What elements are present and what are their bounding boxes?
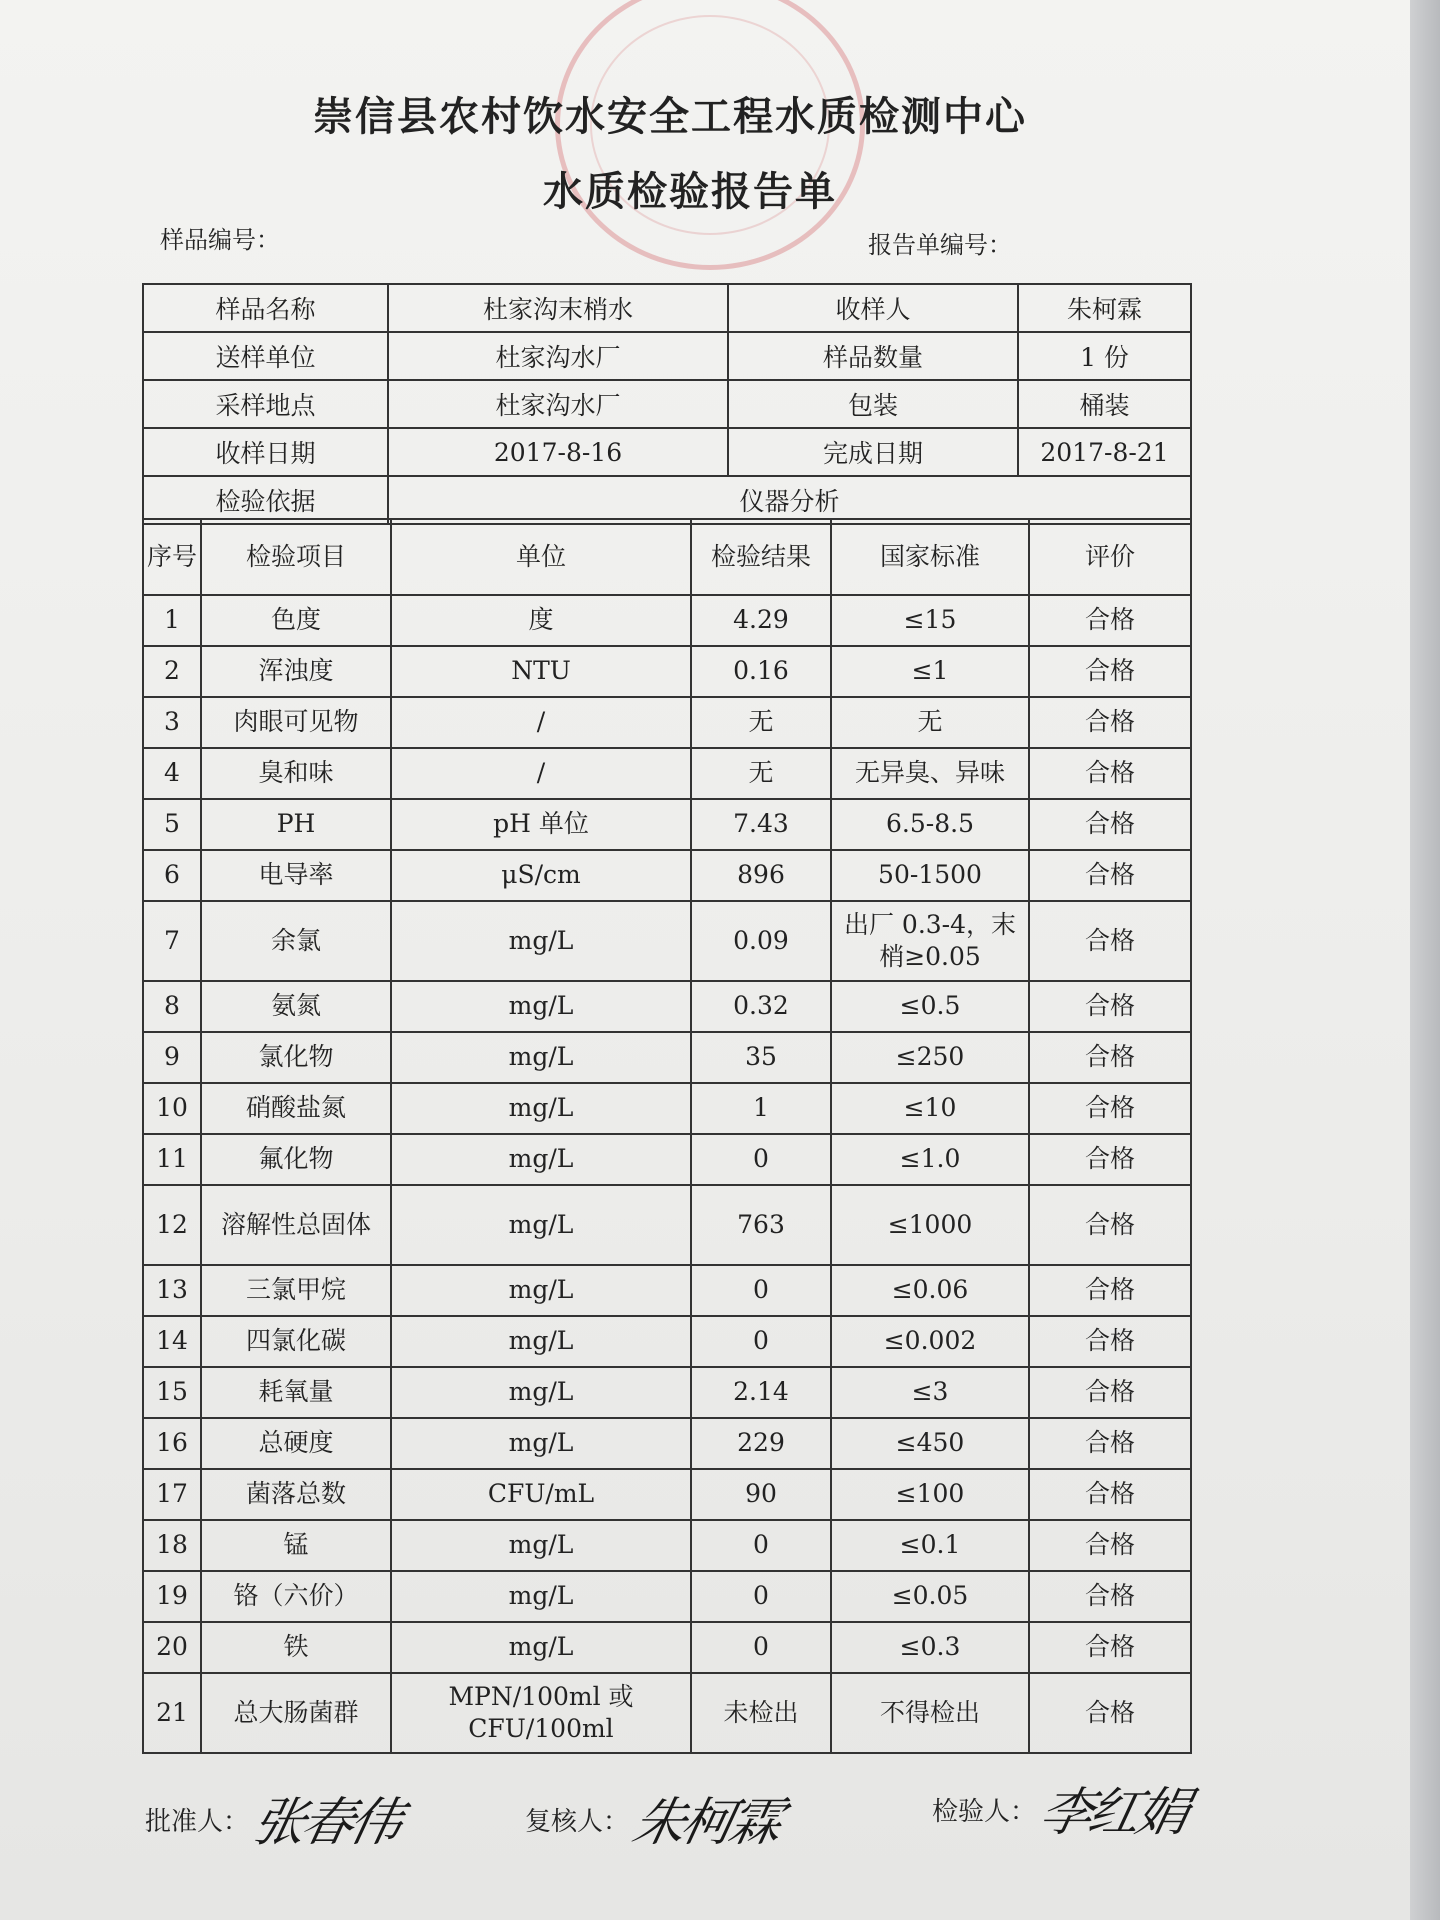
row-evaluation: 合格 <box>1029 1032 1191 1083</box>
row-item: 氯化物 <box>201 1032 391 1083</box>
row-evaluation: 合格 <box>1029 850 1191 901</box>
row-no: 10 <box>143 1083 201 1134</box>
row-unit: mg/L <box>391 1265 691 1316</box>
row-item: 总大肠菌群 <box>201 1673 391 1753</box>
col-header-unit: 单位 <box>391 519 691 595</box>
col-header-item: 检验项目 <box>201 519 391 595</box>
row-evaluation: 合格 <box>1029 799 1191 850</box>
row-evaluation: 合格 <box>1029 1571 1191 1622</box>
row-no: 16 <box>143 1418 201 1469</box>
table-row <box>143 595 1191 646</box>
table-row <box>143 1571 1191 1622</box>
row-item: 铬（六价） <box>201 1571 391 1622</box>
info-value: 杜家沟水厂 <box>388 332 728 380</box>
results-header-row <box>143 519 1191 595</box>
row-standard: 出厂 0.3-4，末梢≥0.05 <box>831 901 1029 981</box>
info-row <box>143 380 1191 428</box>
row-unit: mg/L <box>391 981 691 1032</box>
table-row <box>143 1265 1191 1316</box>
row-standard: ≤100 <box>831 1469 1029 1520</box>
info-value: 桶装 <box>1018 380 1191 428</box>
row-item: 氨氮 <box>201 981 391 1032</box>
info-value: 朱柯霖 <box>1018 284 1191 332</box>
row-unit: mg/L <box>391 901 691 981</box>
info-value: 仪器分析 <box>388 476 1191 524</box>
info-row <box>143 284 1191 332</box>
table-row <box>143 799 1191 850</box>
row-result: 229 <box>691 1418 831 1469</box>
row-no: 11 <box>143 1134 201 1185</box>
row-unit: mg/L <box>391 1185 691 1265</box>
row-no: 1 <box>143 595 201 646</box>
row-result: 无 <box>691 697 831 748</box>
row-standard: ≤1 <box>831 646 1029 697</box>
row-unit: mg/L <box>391 1134 691 1185</box>
row-result: 7.43 <box>691 799 831 850</box>
info-row <box>143 476 1191 524</box>
row-result: 4.29 <box>691 595 831 646</box>
report-org-title: 崇信县农村饮水安全工程水质检测中心 <box>313 93 1027 140</box>
row-item: 肉眼可见物 <box>201 697 391 748</box>
table-row <box>143 1032 1191 1083</box>
row-evaluation: 合格 <box>1029 1622 1191 1673</box>
row-unit: mg/L <box>391 1083 691 1134</box>
row-evaluation: 合格 <box>1029 1316 1191 1367</box>
row-evaluation: 合格 <box>1029 1673 1191 1753</box>
info-label: 样品数量 <box>728 332 1018 380</box>
row-item: 总硬度 <box>201 1418 391 1469</box>
table-row <box>143 981 1191 1032</box>
info-value: 杜家沟水厂 <box>388 380 728 428</box>
row-unit: μS/cm <box>391 850 691 901</box>
row-item: 四氯化碳 <box>201 1316 391 1367</box>
row-no: 21 <box>143 1673 201 1753</box>
row-unit: mg/L <box>391 1367 691 1418</box>
row-item: 锰 <box>201 1520 391 1571</box>
row-no: 3 <box>143 697 201 748</box>
row-item: 三氯甲烷 <box>201 1265 391 1316</box>
info-value: 2017-8-16 <box>388 428 728 476</box>
row-unit: mg/L <box>391 1571 691 1622</box>
inspector-signature: 李红娟 <box>1034 1783 1192 1843</box>
row-evaluation: 合格 <box>1029 1418 1191 1469</box>
row-unit: 度 <box>391 595 691 646</box>
row-result: 2.14 <box>691 1367 831 1418</box>
table-row <box>143 1185 1191 1265</box>
row-result: 未检出 <box>691 1673 831 1753</box>
row-no: 6 <box>143 850 201 901</box>
row-item: 耗氧量 <box>201 1367 391 1418</box>
row-no: 4 <box>143 748 201 799</box>
table-row <box>143 1673 1191 1753</box>
row-evaluation: 合格 <box>1029 981 1191 1032</box>
table-row <box>143 1520 1191 1571</box>
table-row <box>143 697 1191 748</box>
row-result: 0 <box>691 1571 831 1622</box>
info-value: 杜家沟末梢水 <box>388 284 728 332</box>
row-evaluation: 合格 <box>1029 1083 1191 1134</box>
report-title: 水质检验报告单 <box>543 168 837 215</box>
row-unit: / <box>391 748 691 799</box>
row-unit: NTU <box>391 646 691 697</box>
table-row <box>143 1316 1191 1367</box>
row-item: 硝酸盐氮 <box>201 1083 391 1134</box>
row-standard: ≤10 <box>831 1083 1029 1134</box>
row-standard: ≤0.06 <box>831 1265 1029 1316</box>
table-row <box>143 1134 1191 1185</box>
row-result: 35 <box>691 1032 831 1083</box>
inspector-signature-block <box>932 1770 1192 1845</box>
row-standard: ≤250 <box>831 1032 1029 1083</box>
info-label: 检验依据 <box>143 476 388 524</box>
row-no: 19 <box>143 1571 201 1622</box>
info-label: 样品名称 <box>143 284 388 332</box>
row-standard: 不得检出 <box>831 1673 1029 1753</box>
row-standard: 6.5-8.5 <box>831 799 1029 850</box>
row-standard: ≤1000 <box>831 1185 1029 1265</box>
row-standard: ≤0.05 <box>831 1571 1029 1622</box>
info-label: 采样地点 <box>143 380 388 428</box>
approver-label: 批准人： <box>145 1807 250 1837</box>
sample-no-label: 样品编号： <box>160 226 280 254</box>
row-evaluation: 合格 <box>1029 1265 1191 1316</box>
table-row <box>143 748 1191 799</box>
row-unit: mg/L <box>391 1418 691 1469</box>
row-item: 浑浊度 <box>201 646 391 697</box>
row-result: 763 <box>691 1185 831 1265</box>
row-no: 7 <box>143 901 201 981</box>
row-standard: ≤1.0 <box>831 1134 1029 1185</box>
row-result: 0.09 <box>691 901 831 981</box>
row-result: 0 <box>691 1265 831 1316</box>
row-evaluation: 合格 <box>1029 595 1191 646</box>
table-row <box>143 1469 1191 1520</box>
row-result: 896 <box>691 850 831 901</box>
row-item: 溶解性总固体 <box>201 1185 391 1265</box>
row-item: 铁 <box>201 1622 391 1673</box>
row-no: 8 <box>143 981 201 1032</box>
table-row <box>143 1083 1191 1134</box>
row-standard: ≤0.002 <box>831 1316 1029 1367</box>
row-no: 13 <box>143 1265 201 1316</box>
row-unit: CFU/mL <box>391 1469 691 1520</box>
sample-info-table <box>142 283 1192 525</box>
row-evaluation: 合格 <box>1029 901 1191 981</box>
row-standard: ≤0.3 <box>831 1622 1029 1673</box>
reviewer-signature-block <box>525 1780 785 1855</box>
row-no: 5 <box>143 799 201 850</box>
row-standard: ≤0.5 <box>831 981 1029 1032</box>
row-no: 2 <box>143 646 201 697</box>
row-evaluation: 合格 <box>1029 1469 1191 1520</box>
row-item: PH <box>201 799 391 850</box>
row-evaluation: 合格 <box>1029 748 1191 799</box>
approver-signature-block <box>145 1780 405 1855</box>
row-item: 氟化物 <box>201 1134 391 1185</box>
row-no: 15 <box>143 1367 201 1418</box>
row-no: 12 <box>143 1185 201 1265</box>
row-item: 臭和味 <box>201 748 391 799</box>
row-standard: ≤3 <box>831 1367 1029 1418</box>
row-unit: mg/L <box>391 1316 691 1367</box>
table-row <box>143 646 1191 697</box>
info-label: 收样日期 <box>143 428 388 476</box>
row-unit: MPN/100ml 或 CFU/100ml <box>391 1673 691 1753</box>
col-header-standard: 国家标准 <box>831 519 1029 595</box>
info-label: 送样单位 <box>143 332 388 380</box>
row-evaluation: 合格 <box>1029 697 1191 748</box>
table-row <box>143 850 1191 901</box>
info-label: 包装 <box>728 380 1018 428</box>
row-item: 菌落总数 <box>201 1469 391 1520</box>
row-standard: ≤15 <box>831 595 1029 646</box>
table-row <box>143 1367 1191 1418</box>
row-result: 90 <box>691 1469 831 1520</box>
row-evaluation: 合格 <box>1029 1134 1191 1185</box>
row-result: 0.16 <box>691 646 831 697</box>
row-item: 电导率 <box>201 850 391 901</box>
row-standard: ≤450 <box>831 1418 1029 1469</box>
reviewer-label: 复核人： <box>525 1807 630 1837</box>
row-unit: pH 单位 <box>391 799 691 850</box>
col-header-no: 序号 <box>143 519 201 595</box>
desk-background <box>1410 0 1440 1920</box>
info-value: 1 份 <box>1018 332 1191 380</box>
row-evaluation: 合格 <box>1029 1520 1191 1571</box>
row-unit: mg/L <box>391 1622 691 1673</box>
row-standard: 50-1500 <box>831 850 1029 901</box>
row-unit: / <box>391 697 691 748</box>
row-result: 0 <box>691 1134 831 1185</box>
row-unit: mg/L <box>391 1520 691 1571</box>
row-item: 余氯 <box>201 901 391 981</box>
table-row <box>143 1622 1191 1673</box>
info-row <box>143 332 1191 380</box>
row-evaluation: 合格 <box>1029 646 1191 697</box>
row-standard: 无异臭、异味 <box>831 748 1029 799</box>
row-item: 色度 <box>201 595 391 646</box>
info-label: 完成日期 <box>728 428 1018 476</box>
row-evaluation: 合格 <box>1029 1185 1191 1265</box>
inspector-label: 检验人： <box>932 1797 1037 1827</box>
col-header-evaluation: 评价 <box>1029 519 1191 595</box>
info-label: 收样人 <box>728 284 1018 332</box>
row-result: 0.32 <box>691 981 831 1032</box>
row-unit: mg/L <box>391 1032 691 1083</box>
row-result: 0 <box>691 1622 831 1673</box>
row-result: 1 <box>691 1083 831 1134</box>
info-row <box>143 428 1191 476</box>
table-row <box>143 901 1191 981</box>
row-result: 0 <box>691 1520 831 1571</box>
row-standard: 无 <box>831 697 1029 748</box>
row-no: 18 <box>143 1520 201 1571</box>
results-table <box>142 518 1192 1754</box>
row-no: 20 <box>143 1622 201 1673</box>
reviewer-signature: 朱柯霖 <box>627 1793 785 1853</box>
row-no: 14 <box>143 1316 201 1367</box>
col-header-result: 检验结果 <box>691 519 831 595</box>
info-value: 2017-8-21 <box>1018 428 1191 476</box>
row-no: 9 <box>143 1032 201 1083</box>
row-evaluation: 合格 <box>1029 1367 1191 1418</box>
row-standard: ≤0.1 <box>831 1520 1029 1571</box>
table-row <box>143 1418 1191 1469</box>
row-result: 无 <box>691 748 831 799</box>
row-result: 0 <box>691 1316 831 1367</box>
approver-signature: 张春伟 <box>247 1793 405 1853</box>
row-no: 17 <box>143 1469 201 1520</box>
report-no-label: 报告单编号： <box>868 231 1012 259</box>
